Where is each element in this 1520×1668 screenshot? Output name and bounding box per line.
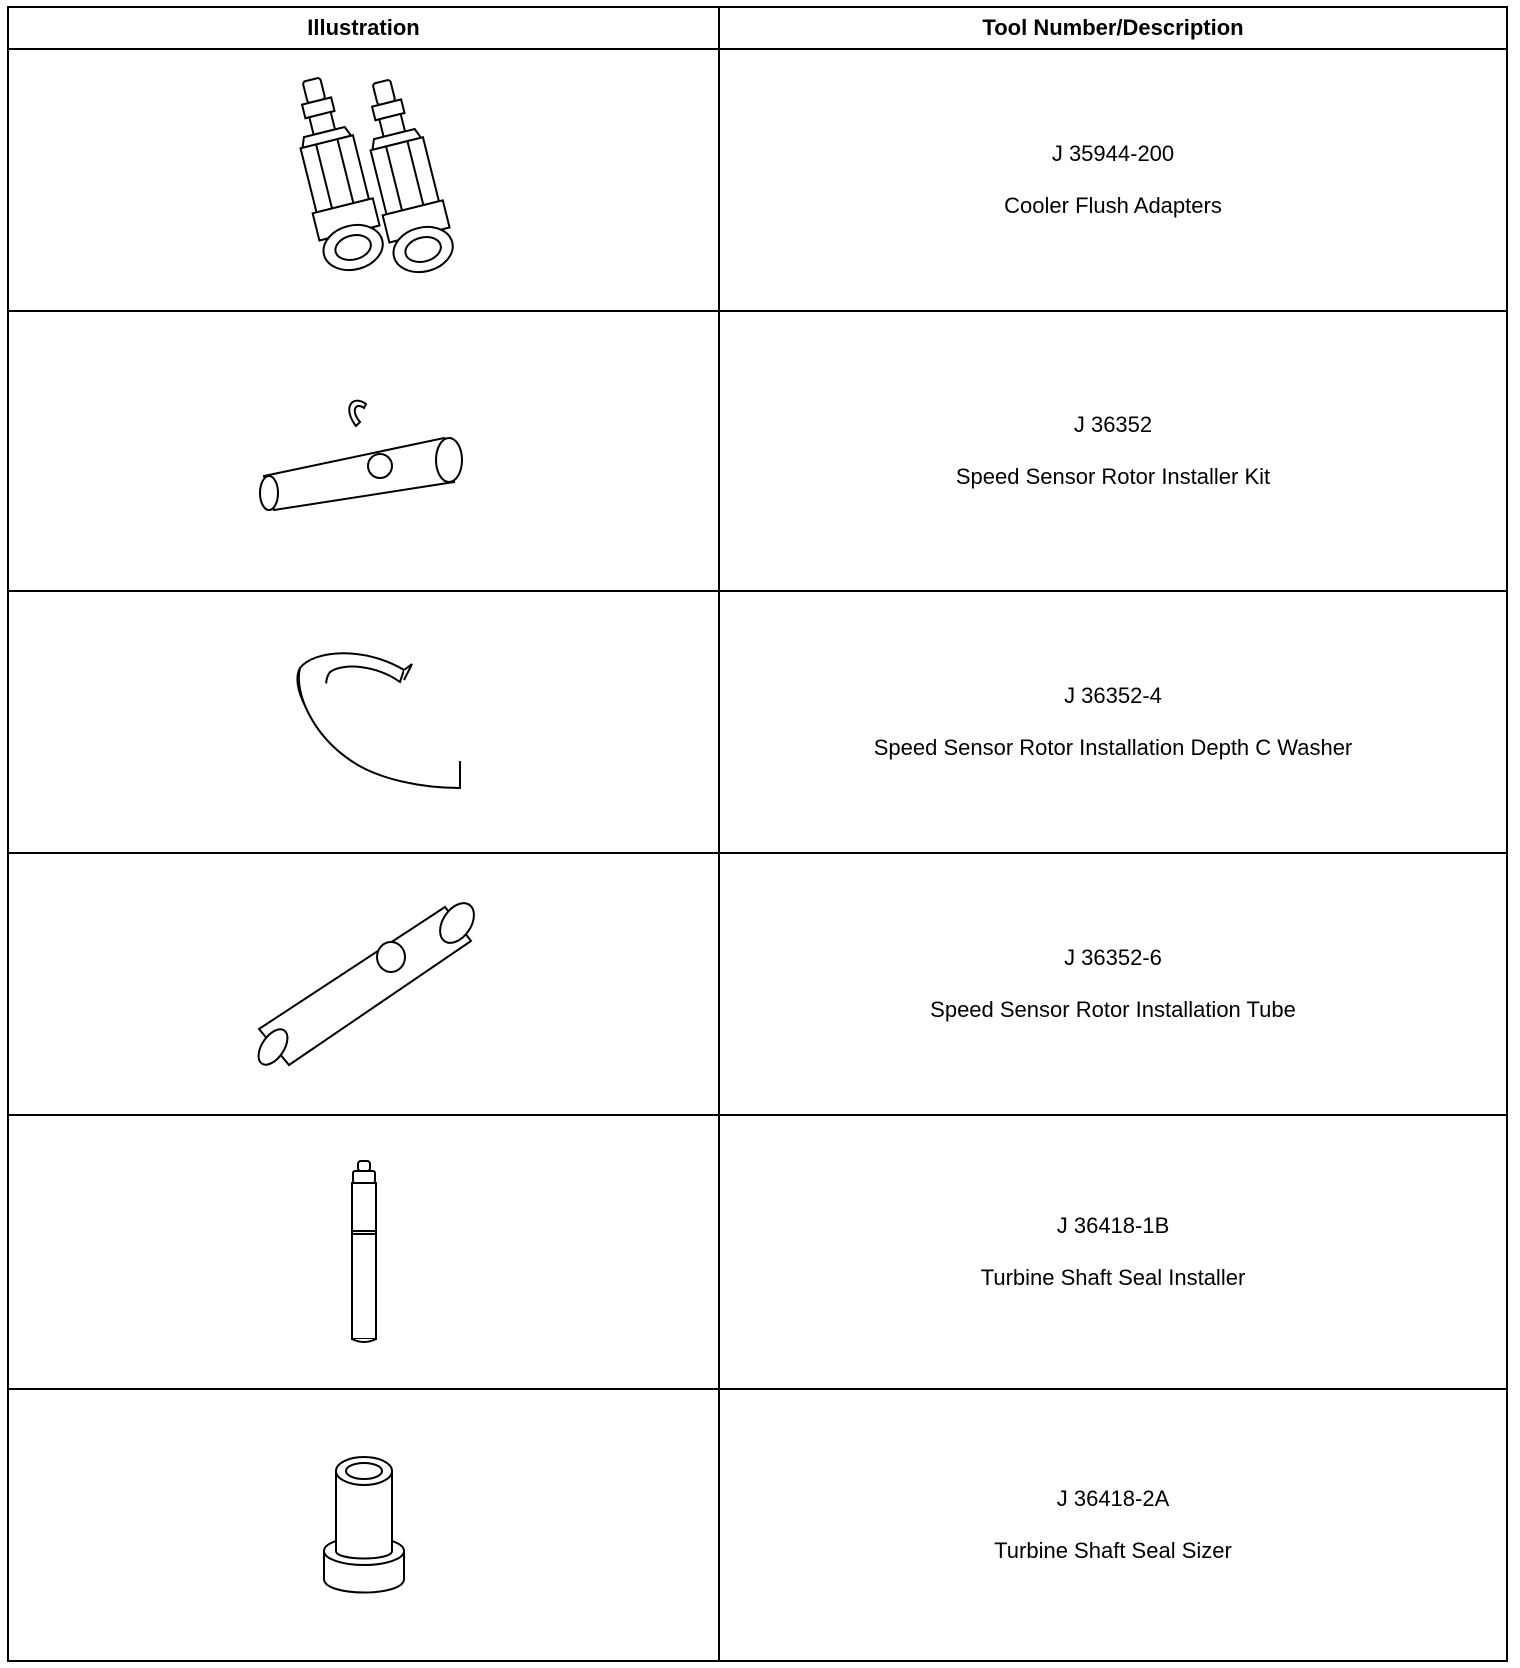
tool-number: J 36352-6	[1064, 945, 1162, 970]
tool-number: J 36418-1B	[1056, 1213, 1170, 1238]
illustration-header: Illustration	[8, 7, 719, 49]
tool-table	[7, 6, 1508, 1662]
installation-tube-icon	[249, 899, 479, 1069]
tool-number: J 36352	[1073, 412, 1153, 437]
tool-name: Speed Sensor Rotor Installation Tube	[930, 997, 1296, 1022]
seal-sizer-icon	[314, 1451, 414, 1599]
table-row	[8, 591, 1507, 853]
tool-name: Speed Sensor Rotor Installation Depth C Washer	[873, 735, 1353, 760]
illustration-cell	[8, 1115, 719, 1389]
illustration-cell	[8, 1389, 719, 1661]
illustration-cell	[8, 591, 719, 853]
illustration-cell	[8, 853, 719, 1115]
table-row	[8, 49, 1507, 311]
tool-name: Turbine Shaft Seal Sizer	[994, 1538, 1232, 1563]
table-row	[8, 311, 1507, 591]
tool-number: J 36352-4	[1064, 683, 1162, 708]
tool-name: Cooler Flush Adapters	[1004, 193, 1222, 218]
illustration-cell	[8, 49, 719, 311]
description-cell	[719, 311, 1507, 591]
description-cell	[719, 853, 1507, 1115]
description-cell	[719, 49, 1507, 311]
table-row	[8, 1115, 1507, 1389]
table-row	[8, 853, 1507, 1115]
installer-kit-icon	[254, 386, 474, 516]
illustration-cell	[8, 311, 719, 591]
tool-number: J 36418-2A	[1056, 1486, 1170, 1511]
description-cell	[719, 1389, 1507, 1661]
seal-installer-icon	[344, 1159, 384, 1345]
description-header: Tool Number/Description	[719, 7, 1507, 49]
description-cell	[719, 1115, 1507, 1389]
c-washer-icon	[264, 642, 464, 802]
header-row	[8, 7, 1507, 49]
cooler-flush-adapters-icon	[244, 75, 484, 285]
tool-number: J 35944-200	[1051, 141, 1175, 166]
tool-name: Turbine Shaft Seal Installer	[980, 1265, 1246, 1290]
description-cell	[719, 591, 1507, 853]
tool-name: Speed Sensor Rotor Installer Kit	[955, 464, 1271, 489]
table-row	[8, 1389, 1507, 1661]
